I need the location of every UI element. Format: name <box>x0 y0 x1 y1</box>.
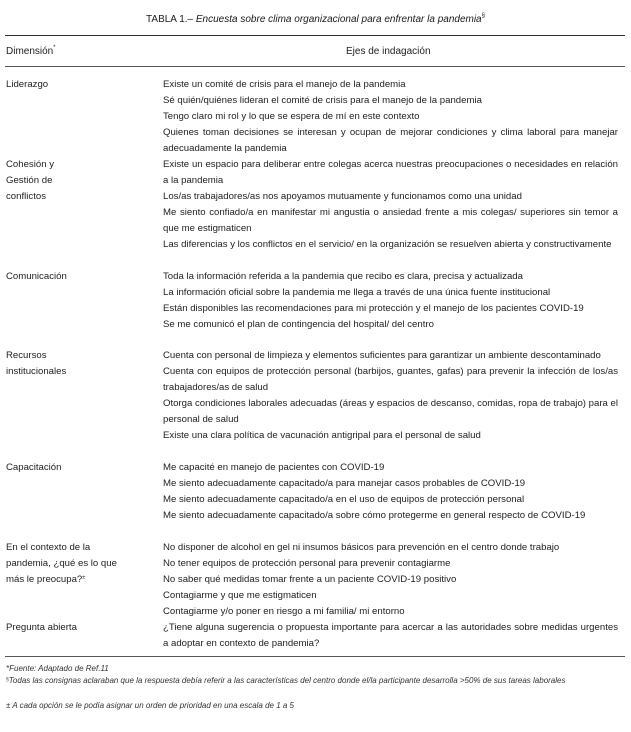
items-liderazgo <box>163 77 618 157</box>
dimension-preocupa-label: En el contexto de la pandemia, ¿qué es lo que más le preocupa? <box>6 542 117 585</box>
list-item: Contagiarme y que me estigmaticen <box>163 589 317 601</box>
table-title <box>0 14 631 25</box>
list-item: Me capacité en manejo de pacientes con COVID-19 <box>163 462 385 473</box>
list-item: Tengo claro mi rol y lo que se espera de mí en este contexto <box>163 110 420 122</box>
list-item: Cuenta con personal de limpieza y elementos suficientes para garantizar un ambiente descontaminado <box>163 350 601 361</box>
list-item: Cuenta con equipos de protección personal (barbijos, guantes, gafas) para prevenir la infección de los/as trabajadores/as de salud <box>163 365 618 393</box>
items-pregunta <box>163 620 618 652</box>
list-item: No saber qué medidas tomar frente a un paciente COVID-19 positivo <box>163 573 457 585</box>
table-title-mark: § <box>481 13 485 19</box>
items-preocupa <box>163 540 618 620</box>
list-item: Quienes toman decisiones se interesan y ocupan de mejorar condiciones y clima laboral para manejar adecuadamente la pandemia <box>163 126 618 154</box>
dimension-preocupa-mark: ± <box>82 574 86 581</box>
list-item: Otorga condiciones laborales adecuadas (áreas y espacios de descanso, comidas, ropa de trabajo) para el personal de salud <box>163 397 618 425</box>
items-comunicacion <box>163 269 618 333</box>
list-item: Contagiarme y/o poner en riesgo a mi familia/ mi entorno <box>163 605 405 617</box>
table-title-dash: – <box>187 14 194 25</box>
table-title-text: Encuesta sobre clima organizacional para enfrentar la pandemia <box>195 14 482 25</box>
list-item: Se me comunicó el plan de contingencia del hospital/ del centro <box>163 318 434 330</box>
items-cohesion <box>163 157 618 252</box>
dimension-pregunta: Pregunta abierta <box>6 622 77 633</box>
header-dimension <box>6 46 56 57</box>
list-item: Existe un comité de crisis para el manejo de la pandemia <box>163 79 406 90</box>
list-item: Existe una clara política de vacunación antigripal para el personal de salud <box>163 429 481 441</box>
list-item: ¿Tiene alguna sugerencia o propuesta importante para acercar a las autoridades sobre medidas urgentes a adoptar en contexto de pandemia? <box>163 622 618 649</box>
items-recursos <box>163 348 618 443</box>
list-item: Toda la información referida a la pandemia que recibo es clara, precisa y actualizada <box>163 271 523 282</box>
list-item: La información oficial sobre la pandemia me llega a través de una única fuente institucional <box>163 286 551 298</box>
footnote-prioridad <box>6 701 618 712</box>
list-item: Me siento adecuadamente capacitado/a para manejar casos probables de COVID-19 <box>163 477 526 489</box>
dimension-recursos: Recursos institucionales <box>6 350 67 377</box>
footnote-consignas-mark: § <box>6 677 9 683</box>
dimension-cohesion: Cohesión y Gestión de conflictos <box>6 159 54 202</box>
table-title-label: TABLA 1. <box>146 14 188 25</box>
dimension-liderazgo: Liderazgo <box>6 79 49 90</box>
list-item: Me siento adecuadamente capacitado/a en el uso de equipos de protección personal <box>163 493 525 505</box>
header-dimension-label: Dimensión <box>6 46 54 57</box>
items-capacitacion <box>163 460 618 524</box>
list-item: Sé quién/quiénes lideran el comité de crisis para el manejo de la pandemia <box>163 94 482 106</box>
footnote-consignas <box>6 676 618 687</box>
footnote-prioridad-mark: ± <box>6 701 11 710</box>
list-item: Los/as trabajadores/as nos apoyamos mutuamente y funcionamos como una unidad <box>163 190 522 202</box>
header-ejes: Ejes de indagación <box>346 46 431 57</box>
header-rule <box>5 66 625 67</box>
list-item: No tener equipos de protección personal para prevenir contagiarme <box>163 557 451 569</box>
footnote-consignas-text: Todas las consignas aclaraban que la respuesta debía referir a las características del centro donde el/la participante desarrolla >50% de sus tareas laborales <box>8 676 566 685</box>
dimension-comunicacion: Comunicación <box>6 271 67 282</box>
list-item: Las diferencias y los conflictos en el servicio/ en la organización se resuelven abierta y constructivamente <box>163 238 612 250</box>
dimension-preocupa <box>6 540 146 588</box>
header-dimension-mark: * <box>53 45 56 51</box>
list-item: Me siento adecuadamente capacitado/a sobre cómo protegerme en general respecto de COVID-19 <box>163 509 586 521</box>
list-item: Me siento confiado/a en manifestar mi angustia o ansiedad frente a mis colegas/ superiores sin temor a que me estigmaticen <box>163 206 618 234</box>
list-item: No disponer de alcohol en gel ni insumos básicos para prevención en el centro donde trabajo <box>163 542 560 553</box>
top-rule <box>5 35 625 36</box>
footnote-fuente: *Fuente: Adaptado de Ref.11 <box>6 664 109 673</box>
bottom-rule <box>5 656 625 657</box>
footnote-prioridad-text: A cada opción se le podía asignar un orden de prioridad en una escala de 1 a 5 <box>10 701 294 710</box>
dimension-capacitacion: Capacitación <box>6 462 62 473</box>
list-item: Existe un espacio para deliberar entre colegas acerca nuestras preocupaciones o necesidades en relación a la pandemia <box>163 159 618 186</box>
list-item: Están disponibles las recomendaciones para mi protección y el manejo de los pacientes COVID-19 <box>163 302 584 314</box>
